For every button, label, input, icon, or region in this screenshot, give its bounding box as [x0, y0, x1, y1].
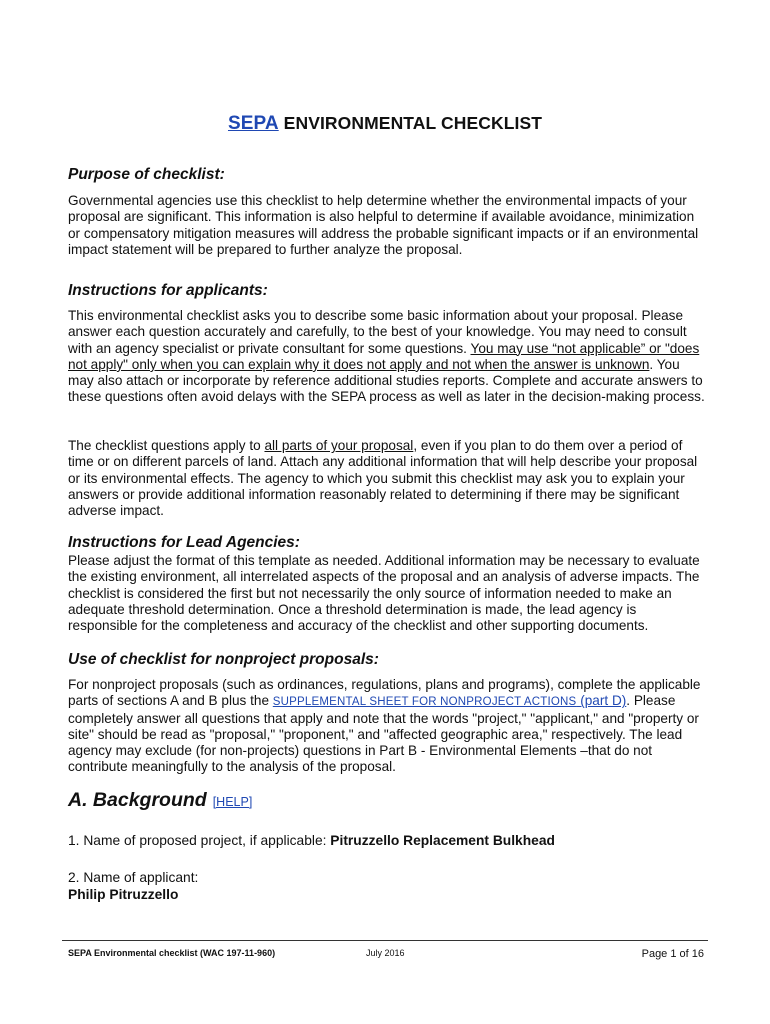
applicants-p2-text-b: , even if you plan to do them over a period of time or on different parcels of land. Attach any additional information that will help describe your proposal or its environmental effects. The agency to which you submit this checklist may ask you to explain your answers or provide additional information reasonably related to determining if there may be significant adverse impact. [68, 438, 698, 519]
footer-document-name: SEPA Environmental checklist (WAC 197-11-960) [68, 948, 276, 958]
nonproject-heading: Use of checklist for nonproject proposals: [68, 651, 379, 668]
nonproject-text-a: For nonproject proposals (such as ordinances, regulations, plans and programs), complete the applicable parts of sections A and B plus the [68, 677, 701, 709]
page-title [0, 113, 770, 135]
question-2-label: 2. Name of applicant: [68, 870, 199, 885]
applicants-paragraph-1 [68, 308, 708, 406]
section-a-title: A. Background [68, 789, 207, 811]
question-1 [68, 832, 555, 849]
help-link[interactable]: [HELP] [212, 795, 253, 809]
nonproject-text-b: . Please completely answer all questions that apply and note that the words "project," "applicant," and "property or site" should be read as "proposal," "proponent," and "affected geographic area," respectively. The lead agency may exclude (for non-projects) questions in Part B - Environmental Elements –that do not contribute meaningfully to the analysis of the proposal. [68, 693, 699, 775]
applicants-p1-text-b: . You may also attach or incorporate by reference additional studies reports. Complete and accurate answers to these questions often avoid delays with the SEPA process as well as later in the decision-making process. [68, 356, 705, 405]
applicants-paragraph-2 [68, 438, 708, 519]
section-a-heading [68, 789, 252, 812]
lead-agencies-heading: Instructions for Lead Agencies: [68, 534, 300, 551]
supplemental-sheet-link[interactable] [273, 693, 627, 708]
footer-divider [62, 940, 708, 941]
applicants-p1-text-a: This environmental checklist asks you to describe some basic information about your proposal. Please answer each question accurately and carefully, to the best of your knowledge. You may need to consult with an agency specialist or private consultant for some questions. [68, 308, 687, 356]
applicants-p1-underlined: You may use “not applicable” or "does not apply" only when you can explain why it does not apply and not when the answer is unknown [68, 340, 700, 372]
applicants-heading: Instructions for applicants: [68, 282, 268, 299]
question-2-answer: Philip Pitruzzello [68, 887, 179, 902]
question-1-label: 1. Name of proposed project, if applicable: [68, 833, 331, 848]
supplemental-sheet-link-part: (part D) [576, 693, 627, 709]
nonproject-body [68, 677, 708, 776]
page-title-text: ENVIRONMENTAL CHECKLIST [278, 113, 543, 133]
supplemental-sheet-link-text: SUPPLEMENTAL SHEET FOR NONPROJECT ACTIONS [272, 696, 577, 709]
purpose-body: Governmental agencies use this checklist to help determine whether the environmental impacts of your proposal are significant. This information is also helpful to determine if available avoidance, minimization or compensatory mitigation measures will address the probable significant impacts or if an environmental impact statement will be prepared to further analyze the proposal. [68, 193, 699, 257]
purpose-heading: Purpose of checklist: [68, 166, 225, 183]
applicants-p2-underlined: all parts of your proposal [264, 438, 414, 453]
question-1-answer: Pitruzzello Replacement Bulkhead [330, 833, 555, 848]
footer-page-number: Page 1 of 16 [641, 948, 704, 960]
footer-date: July 2016 [366, 948, 405, 958]
lead-agencies-body: Please adjust the format of this template as needed. Additional information may be necessary to evaluate the existing environment, all interrelated aspects of the proposal and an analysis of adverse impacts. The checklist is considered the first but not necessarily the only source of information needed to make an adequate threshold determination. Once a threshold determination is made, the lead agency is responsible for the completeness and accuracy of the checklist and other supporting documents. [68, 553, 700, 634]
applicants-p2-text-a: The checklist questions apply to [68, 438, 265, 453]
sepa-title-link[interactable]: SEPA [227, 113, 279, 134]
